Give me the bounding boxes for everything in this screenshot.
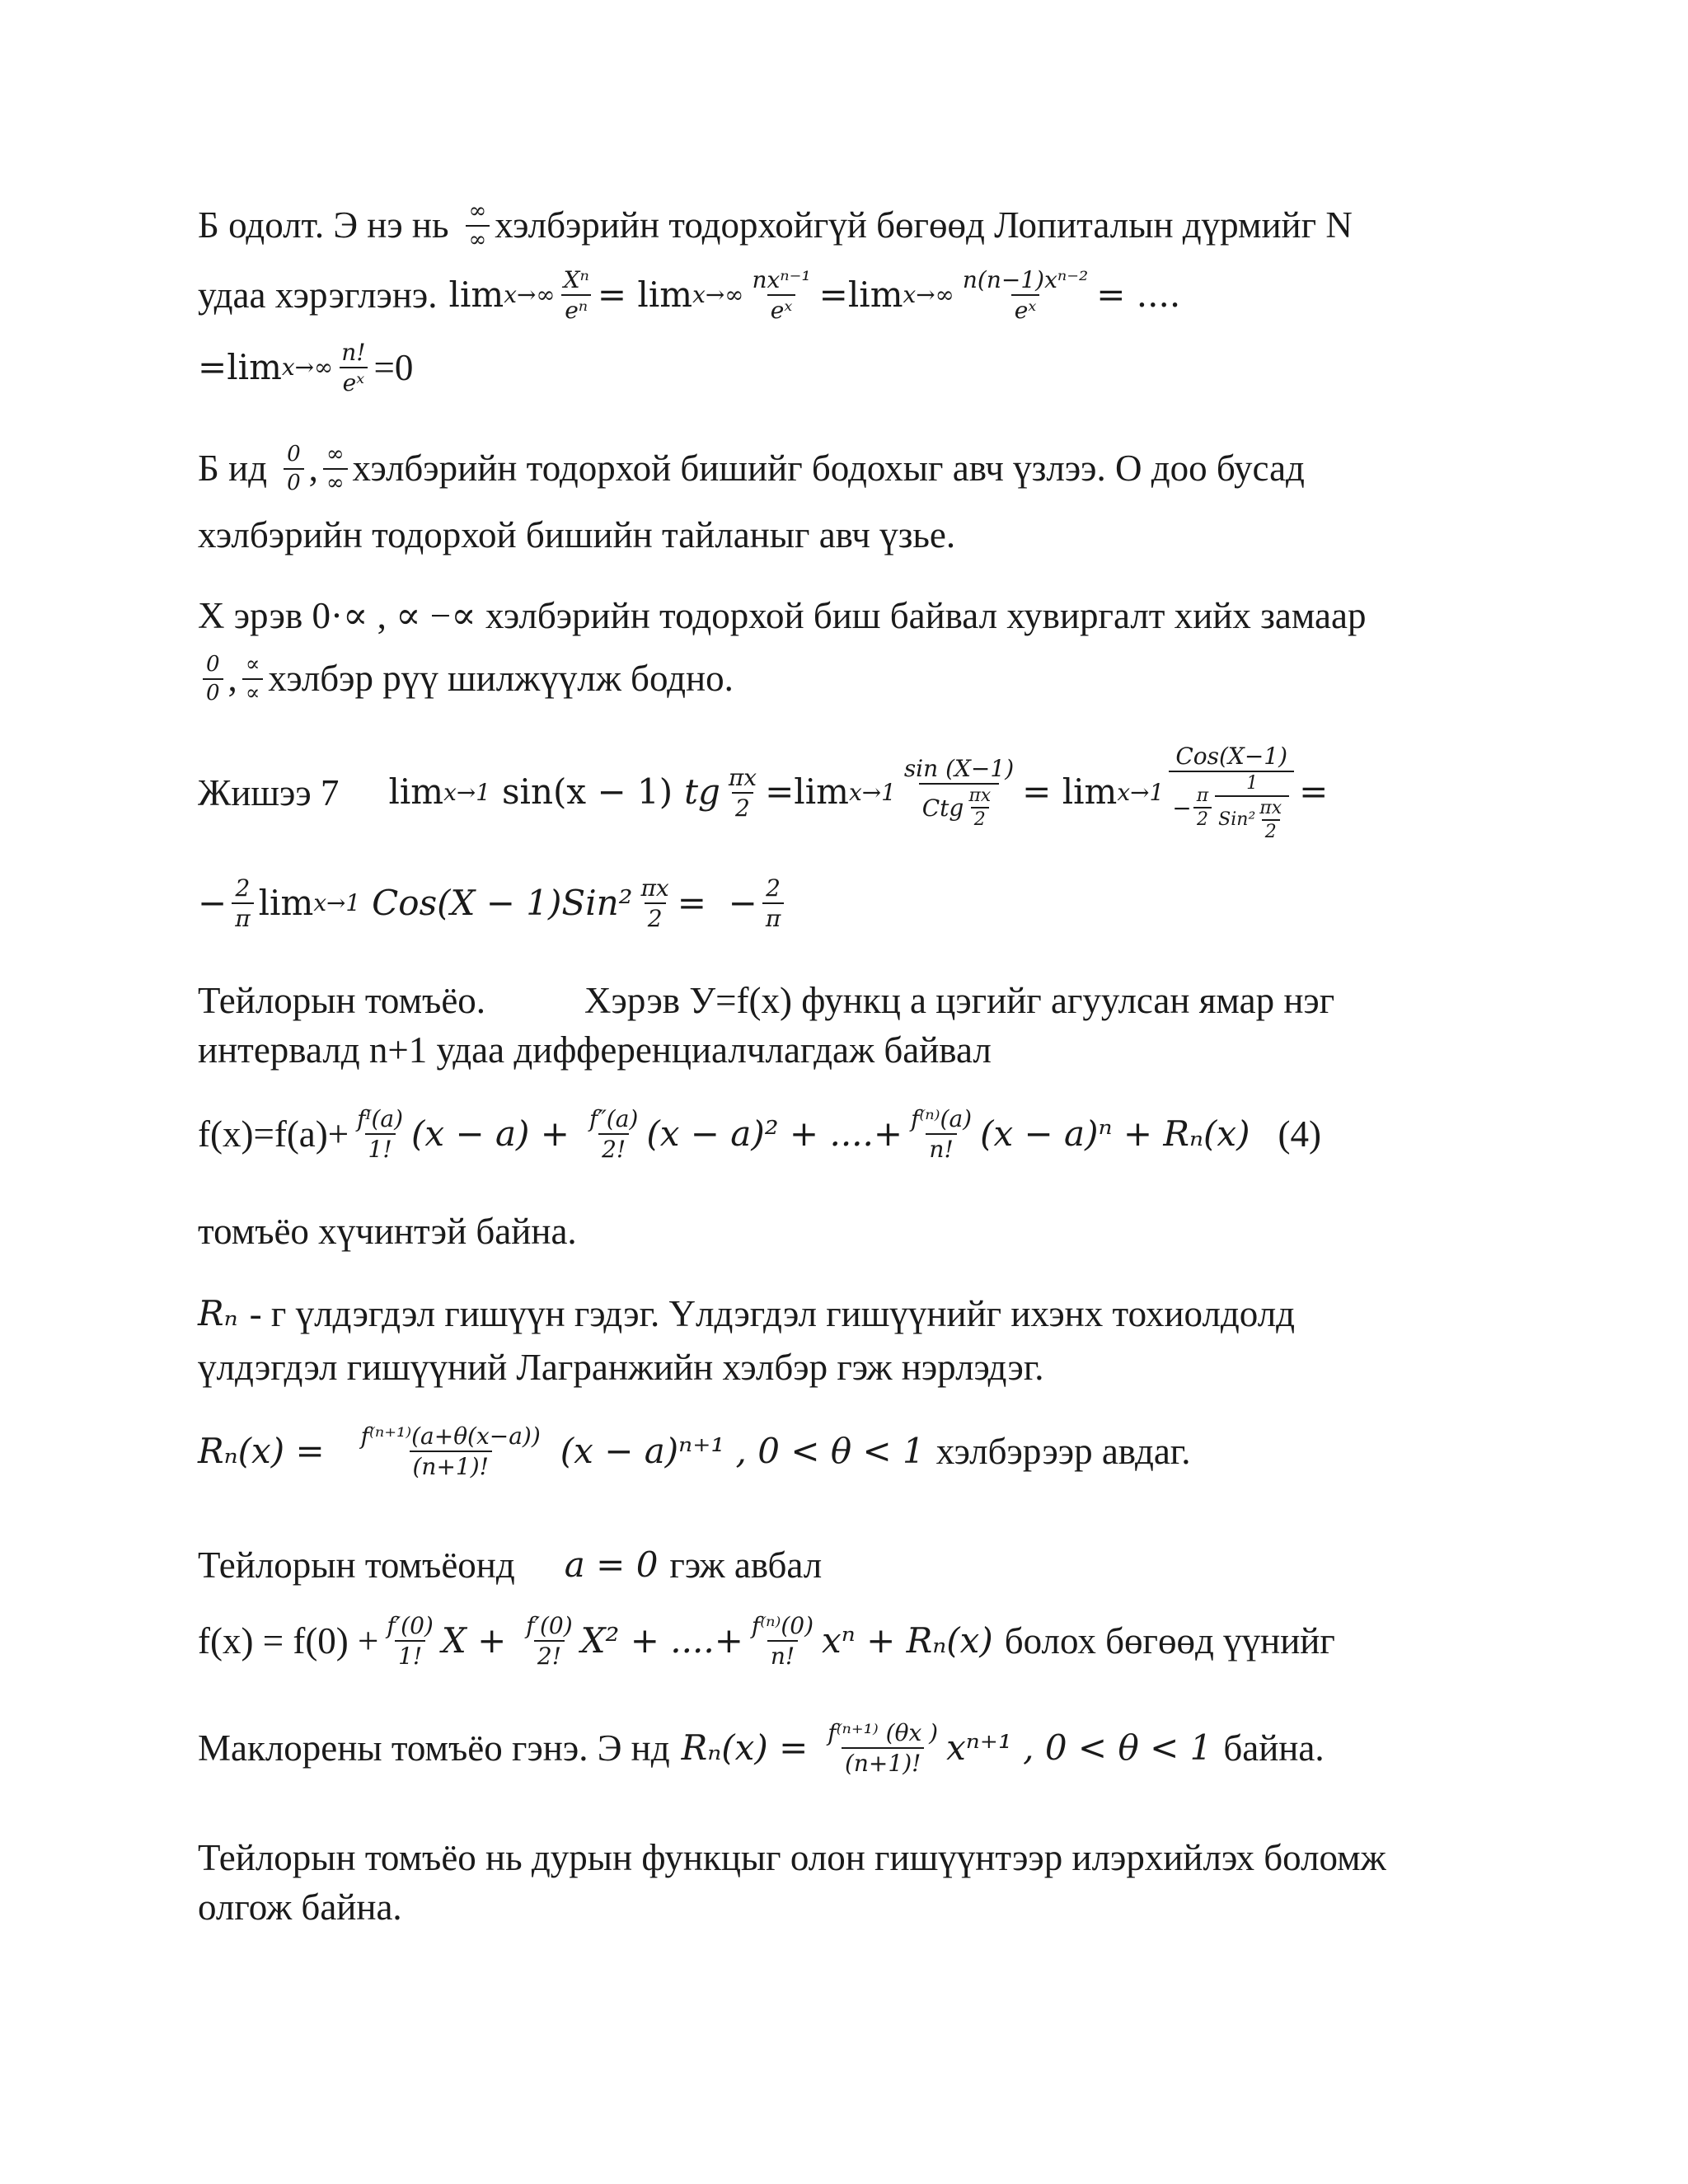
fraction-prop-prop: $\frac{\propto}{\propto}$	[242, 651, 264, 706]
fraction-maclaurin-remainder: $\frac{\text{f⁽ⁿ⁺¹⁾ (θx )}}{(n+1)!}$	[828, 1719, 939, 1777]
fraction-2-pi-result: $\frac{2}{\pi}$	[762, 874, 784, 933]
conclusion-line-1: Тейлорын томъёо нь дурын функцыг олон гишүүнтээр илэрхийлэх боломж	[198, 1837, 1386, 1878]
maclaurin-formula: f(x) = f(0) + $\frac{f'(0)}{1!}$ X + $\frac{f'(0)}{2!}$ X² + ....+ $\frac{\text{f⁽ⁿ⁾(0)}}{n!}$ xⁿ + Rₙ(x) болох бөгөөд үүнийг	[198, 1612, 1335, 1670]
taylor-formula: f(x)=f(a)+ $\frac{\text{fᴵ(a)}}{1!}$ (x − a) + $\frac{f''(a)}{2!}$ (x − a)² + ....+ $\frac{\text{f⁽ⁿ⁾(a)}}{n!}$ (x − a)ⁿ + Rₙ(x) (4)	[198, 1105, 1321, 1163]
solution-intro-rest: хэлбэрийн тодорхойгүй бөгөөд Лопиталын дүрмийг N	[495, 204, 1353, 246]
solution-line-2: удаа хэрэглэнэ. lim x→∞ $\frac{\text{Xⁿ}}{\text{eⁿ}}$ = lim x→∞ $\frac{\text{nxⁿ⁻¹}}{\text{eˣ}}$ = lim x→∞ $\frac{\text{n(n−1)xⁿ⁻²}}{\text{eˣ}}$ = ....	[198, 266, 1181, 324]
maclaurin-line-2: Маклорены томъёо гэнэ. Э нд Rₙ(x) = $\frac{\text{f⁽ⁿ⁺¹⁾ (θx )}}{(n+1)!}$ xⁿ⁺¹ , 0 < θ < 1 байна.	[198, 1719, 1325, 1777]
solution-apply-text: удаа хэрэглэнэ.	[198, 274, 438, 316]
para2-line-2: $\frac{0}{0}$ , $\frac{\propto}{\propto}$ хэлбэр рүү шилжүүлж бодно.	[198, 651, 1500, 706]
conclusion-line-2: олгож байна.	[198, 1886, 402, 1928]
fraction-pix-2: $\frac{\pi x}{2}$	[728, 763, 757, 822]
para1-line-1: Б ид $\frac{0}{0}$ , $\frac{\infty}{\infty}$ хэлбэрийн тодорхой бишийг бодохыг авч үзлээ. О доо бусад	[198, 442, 1305, 495]
fraction-xn-en: $\frac{\text{Xⁿ}}{\text{eⁿ}}$	[560, 265, 593, 325]
example7-line-1: Жишээ 7 lim x→1 sin(x − 1) tg $\frac{\pi x}{2}$ = lim x→1 sin (X−1) Ctg $\frac{\pi x}{2}$ = lim x→1 Cos(X−1) − $\frac{\pi}{2}$ 1 Sin² $\frac{\pi x}{2}$ =	[198, 743, 1329, 842]
remainder-formula: Rₙ(x) = $\frac{\text{f⁽ⁿ⁺¹⁾(a+θ(x−a))}}{(n+1)!}$ (x − a)ⁿ⁺¹ , 0 < θ < 1 хэлбэрээр авдаг.	[198, 1422, 1191, 1480]
taylor-title: Тейлорын томъёо.	[198, 980, 486, 1021]
para1-line-2: хэлбэрийн тодорхой бишийн тайланыг авч үзье.	[198, 514, 956, 555]
fraction-inf-inf: $\frac{\infty}{\infty}$	[466, 198, 490, 253]
fraction-f1-1fact: $\frac{\text{fᴵ(a)}}{1!}$	[357, 1105, 404, 1163]
solution-line-3: = lim x→∞ $\frac{n!}{\text{eˣ}}$ =0	[198, 339, 414, 396]
fraction-m1: $\frac{f'(0)}{1!}$	[387, 1612, 434, 1670]
fraction-2-pi: $\frac{2}{\pi}$	[232, 874, 253, 933]
fraction-derivative-1: $\frac{\text{nxⁿ⁻¹}}{\text{eˣ}}$	[752, 266, 811, 324]
fraction-f2-2fact: $\frac{f''(a)}{2!}$	[588, 1105, 639, 1163]
taylor-line-1: Тейлорын томъёо. Хэрэв У=f(x) функц а цэгийг агуулсан ямар нэг	[198, 977, 1500, 1025]
fraction-m2: $\frac{f'(0)}{2!}$	[526, 1612, 573, 1670]
fraction-fn-nfact: $\frac{\text{f⁽ⁿ⁾(a)}}{n!}$	[911, 1105, 973, 1163]
taylor-valid: томъёо хүчинтэй байна.	[198, 1211, 577, 1252]
fraction-lagrange: $\frac{\text{f⁽ⁿ⁺¹⁾(a+θ(x−a))}}{(n+1)!}$	[360, 1422, 541, 1480]
remainder-line-2: үлдэгдэл гишүүний Лагранжийн хэлбэр гэж нэрлэдэг.	[198, 1347, 1044, 1388]
fraction-inf-inf-2: $\frac{\infty}{\infty}$	[323, 441, 348, 496]
lim-symbol: lim	[448, 274, 504, 315]
solution-line-1	[198, 198, 1500, 253]
example-label: Жишээ 7	[198, 771, 340, 813]
para2-line-1: Х эрэв 0·∝ , ∝ −∝ хэлбэрийн тодорхой биш байвал хувиргалт хийх замаар	[198, 595, 1367, 636]
fraction-cos-complex: Cos(X−1) − $\frac{\pi}{2}$ 1 Sin² $\frac{\pi x}{2}$	[1169, 742, 1294, 844]
equation-number: (4)	[1278, 1113, 1321, 1155]
remainder-line-1: Rₙ - г үлдэгдэл гишүүн гэдэг. Үлдэгдэл гишүүнийг ихэнх тохиолдолд	[198, 1292, 1296, 1334]
solution-intro: Б одолт. Э нэ нь	[198, 204, 449, 246]
taylor-line-2: интервалд n+1 удаа дифференциалчлагдаж байвал	[198, 1029, 992, 1071]
example7-line-2: − $\frac{2}{\pi}$ lim x→1 Cos(X − 1)Sin² $\frac{\pi x}{2}$ = − $\frac{2}{\pi}$	[198, 874, 1500, 933]
fraction-sin-ctg: sin (X−1) Ctg $\frac{\pi x}{2}$	[903, 754, 1015, 831]
fraction-0-0-2: $\frac{0}{0}$	[203, 651, 223, 706]
fraction-0-0: $\frac{0}{0}$	[284, 441, 304, 496]
fraction-derivative-2: $\frac{\text{n(n−1)xⁿ⁻²}}{\text{eˣ}}$	[962, 266, 1089, 324]
solution-result: =0	[373, 346, 414, 388]
fraction-nfact-ex: $\frac{n!}{\text{eˣ}}$	[338, 338, 368, 397]
ellipsis: = ....	[1096, 274, 1181, 315]
fraction-pix-2-b: $\frac{\pi x}{2}$	[640, 874, 669, 932]
fraction-mn: $\frac{\text{f⁽ⁿ⁾(0)}}{n!}$	[751, 1612, 814, 1670]
maclaurin-intro: Тейлорын томъёонд a = 0 гэж авбал	[198, 1544, 823, 1586]
